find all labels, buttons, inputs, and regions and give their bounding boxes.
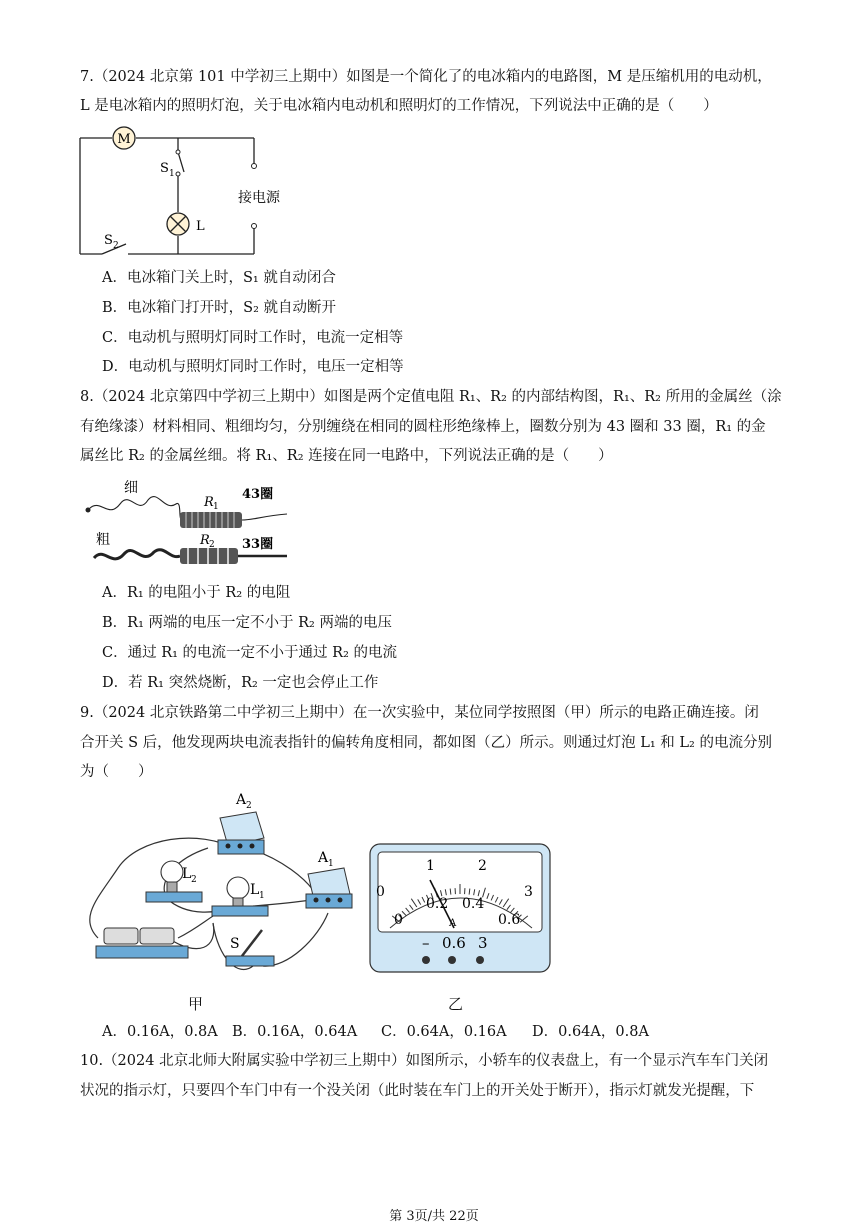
svg-text:33圈: 33圈 xyxy=(242,537,274,552)
meter-tick xyxy=(469,889,470,895)
q9-option-a: A．0.16A，0.8A xyxy=(102,1024,218,1040)
svg-text:2: 2 xyxy=(478,858,487,874)
svg-text:L: L xyxy=(250,882,260,898)
caption-jia: 甲 xyxy=(188,995,204,1013)
q8-option-c: C．通过 R₁ 的电流一定不小于通过 R₂ 的电流 xyxy=(102,645,397,661)
svg-text:3: 3 xyxy=(478,934,488,952)
lamp-l2 xyxy=(146,861,202,902)
svg-text:R: R xyxy=(204,495,214,510)
q8-resistor-diagram xyxy=(82,476,297,574)
q8-stem-line1: 8.（2024 北京第四中学初三上期中）如图是两个定值电阻 R₁、R₂ 的内部结构图，R₁、R₂ 所用的金属丝（涂 xyxy=(80,389,782,405)
q7-option-b: B．电冰箱门打开时，S₂ 就自动断开 xyxy=(102,300,337,316)
svg-text:S: S xyxy=(230,936,240,952)
q10-stem-line2: 状况的指示灯，只要四个车门中有一个没关闭（此时装在车门上的开关处于断开），指示灯就发光提醒，下 xyxy=(80,1083,755,1099)
svg-text:–: – xyxy=(422,934,430,952)
svg-text:A: A xyxy=(236,792,247,808)
svg-text:A: A xyxy=(449,918,457,929)
svg-text:2: 2 xyxy=(209,540,215,550)
q9-option-c: C．0.64A，0.16A xyxy=(381,1024,507,1040)
svg-text:0.6: 0.6 xyxy=(498,912,521,928)
svg-text:细: 细 xyxy=(124,480,138,496)
svg-text:3: 3 xyxy=(524,884,533,900)
svg-text:L: L xyxy=(182,866,192,882)
q7-option-a: A．电冰箱门关上时，S₁ 就自动闭合 xyxy=(102,270,336,286)
battery xyxy=(96,928,188,958)
svg-text:S: S xyxy=(104,233,113,248)
q9-option-d: D．0.64A，0.8A xyxy=(532,1024,649,1040)
meter-tick xyxy=(450,889,451,895)
svg-text:A: A xyxy=(318,850,329,866)
svg-text:1: 1 xyxy=(426,858,435,874)
svg-text:粗: 粗 xyxy=(96,532,110,548)
power-label: 接电源 xyxy=(238,190,280,206)
q9-option-b: B．0.16A，0.64A xyxy=(232,1024,358,1040)
q8-stem-line3: 属丝比 R₂ 的金属丝细。将 R₁、R₂ 连接在同一电路中，下列说法正确的是（ ） xyxy=(80,448,613,464)
q8-stem-line2: 有绝缘漆）材料相同、粗细均匀，分别缠绕在相同的圆柱形绝缘棒上，圈数分别为 43 圈和 33 圈，R₁ 的金 xyxy=(80,419,766,435)
switch-s xyxy=(226,930,274,966)
q7-stem-line1: 7.（2024 北京第 101 中学初三上期中）如图是一个简化了的电冰箱内的电路图，M 是压缩机用的电动机， xyxy=(80,69,772,85)
svg-text:1: 1 xyxy=(213,502,219,512)
q9-ammeter-dial xyxy=(368,842,552,974)
svg-text:2: 2 xyxy=(191,875,197,885)
svg-text:0.4: 0.4 xyxy=(462,896,485,912)
q8-option-b: B．R₁ 两端的电压一定不小于 R₂ 两端的电压 xyxy=(102,615,392,631)
page-footer: 第 3页/共 22页 xyxy=(389,1209,479,1224)
svg-text:0.6: 0.6 xyxy=(442,934,466,952)
ammeter-a2 xyxy=(218,792,264,854)
lamp-l1 xyxy=(212,877,268,916)
q8-option-d: D．若 R₁ 突然烧断，R₂ 一定也会停止工作 xyxy=(102,675,379,691)
q7-stem-line2: L 是电冰箱内的照明灯泡，关于电冰箱内电动机和照明灯的工作情况，下列说法中正确的是（ ） xyxy=(80,98,718,114)
motor-label: M xyxy=(117,132,131,147)
caption-yi: 乙 xyxy=(448,995,464,1013)
ammeter-a1 xyxy=(306,850,352,908)
svg-text:0: 0 xyxy=(376,884,385,900)
svg-text:0.2: 0.2 xyxy=(426,896,449,912)
svg-text:1: 1 xyxy=(169,169,175,179)
q9-stem-line3: 为（ ） xyxy=(80,764,153,780)
svg-text:R: R xyxy=(200,533,210,548)
q9-stem-line1: 9.（2024 北京铁路第二中学初三上期中）在一次实验中，某位同学按照图（甲）所示的电路正确连接。闭 xyxy=(80,705,759,721)
svg-text:2: 2 xyxy=(246,801,252,811)
svg-text:0: 0 xyxy=(394,912,403,928)
svg-text:43圈: 43圈 xyxy=(242,487,274,502)
q9-circuit-figure xyxy=(78,788,360,998)
lamp-label: L xyxy=(196,219,205,234)
svg-text:2: 2 xyxy=(113,241,119,251)
svg-text:S: S xyxy=(160,161,169,176)
q8-option-a: A．R₁ 的电阻小于 R₂ 的电阻 xyxy=(102,585,291,601)
svg-text:1: 1 xyxy=(328,859,334,869)
q7-option-d: D．电动机与照明灯同时工作时，电压一定相等 xyxy=(102,359,404,375)
q7-circuit-diagram xyxy=(78,124,298,262)
q9-stem-line2: 合开关 S 后，他发现两块电流表指针的偏转角度相同，都如图（乙）所示。则通过灯泡 L₁ 和 L₂ 的电流分别 xyxy=(80,735,772,751)
q7-option-c: C．电动机与照明灯同时工作时，电流一定相等 xyxy=(102,330,404,346)
svg-text:1: 1 xyxy=(259,891,265,901)
q10-stem-line1: 10.（2024 北京北师大附属实验中学初三上期中）如图所示，小轿车的仪表盘上，有一个显示汽车车门关闭 xyxy=(80,1053,769,1069)
